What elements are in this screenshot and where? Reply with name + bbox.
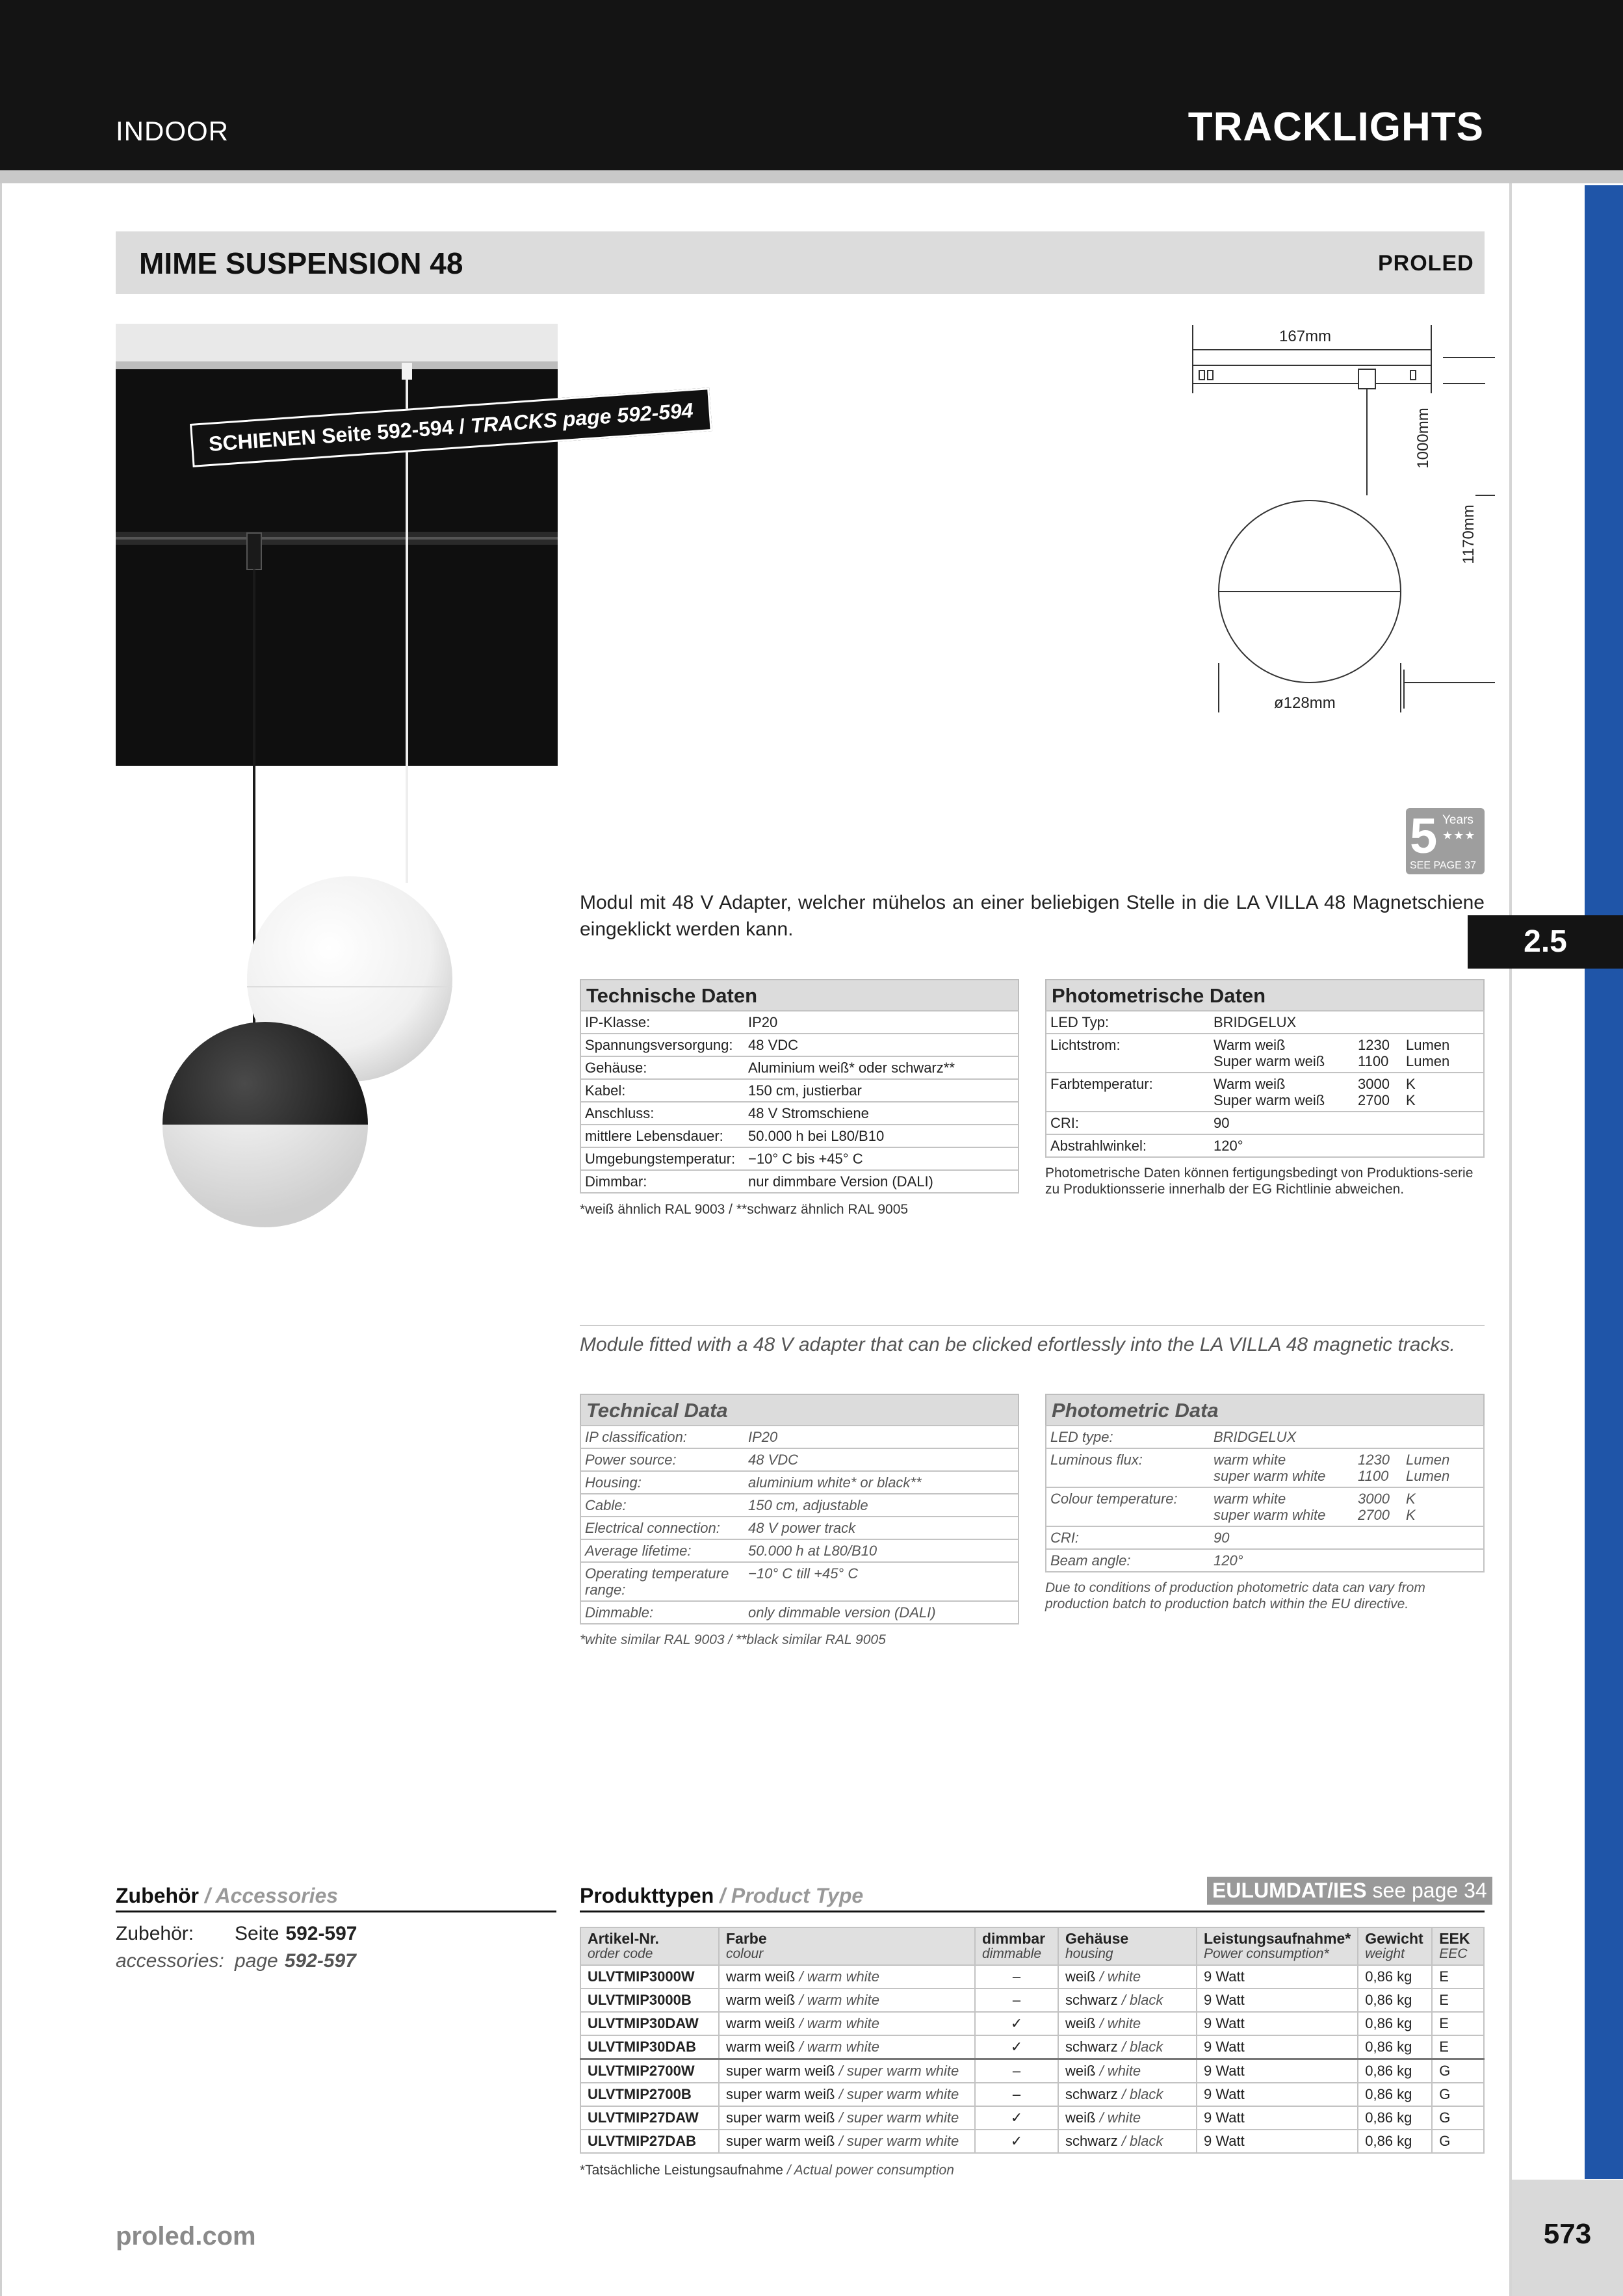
- table-row: [580, 1011, 1019, 1034]
- housing-color-note-en: *white similar RAL 9003 / **black similar RAL 9005: [580, 1632, 886, 1647]
- accessories-heading: [116, 1884, 556, 1912]
- table-row: [580, 1426, 1019, 1448]
- spec-sub-unit: Lumen: [1406, 1053, 1450, 1069]
- order-code: ULVTMIP3000W: [588, 1968, 695, 1985]
- brand-logo: PROLED: [1378, 251, 1474, 276]
- table-row: [580, 1147, 1019, 1170]
- dimension-total: 1170mm: [1460, 504, 1477, 564]
- power-note-en: / Actual power consumption: [786, 2163, 954, 2178]
- col-header-power: Leistungsaufnahme* Power consumption*: [1197, 1927, 1358, 1965]
- table-row[interactable]: ULVTMIP2700W super warm weiß / super warm white – weiß / white 9 Watt 0,86 kg G: [580, 2059, 1484, 2083]
- spec-value: 48 V power track: [744, 1517, 1019, 1539]
- table-row[interactable]: ULVTMIP3000B warm weiß / warm white – schwarz / black 9 Watt 0,86 kg E: [580, 1989, 1484, 2012]
- technical-data-table-de: [580, 979, 1019, 1194]
- spec-label: IP-Klasse:: [580, 1011, 744, 1034]
- accessories-link-de[interactable]: [116, 1923, 357, 1945]
- table-row: [580, 1056, 1019, 1079]
- accessories-page-word: Seite: [235, 1923, 279, 1944]
- description-german: Modul mit 48 V Adapter, welcher mühelos an einer beliebigen Stelle in die LA VILLA 48 Magnetschiene eingeklickt werden kann.: [580, 892, 1485, 940]
- spec-value: 90: [1210, 1526, 1484, 1549]
- spec-value: [1210, 1448, 1484, 1487]
- warranty-badge[interactable]: [1406, 808, 1485, 874]
- dimension-width: 167mm: [1279, 328, 1332, 345]
- spec-value: 50.000 h bei L80/B10: [744, 1125, 1019, 1147]
- spec-label: Operating temperature range:: [580, 1562, 744, 1601]
- spec-value: 150 cm, adjustable: [744, 1494, 1019, 1517]
- spec-label: mittlere Lebensdauer:: [580, 1125, 744, 1147]
- accessories-label: accessories:: [116, 1950, 224, 1972]
- spec-value: only dimmable version (DALI): [744, 1601, 1019, 1624]
- spec-sub-unit: Lumen: [1406, 1468, 1450, 1484]
- spec-label: Farbtemperatur:: [1046, 1073, 1210, 1112]
- tracks-banner-en: TRACKS page 592-594: [469, 398, 694, 437]
- table-header-row: [580, 1927, 1484, 1965]
- spec-value: [1210, 1073, 1484, 1112]
- footer-website-link[interactable]: proled.com: [116, 2222, 256, 2250]
- spec-value: IP20: [744, 1426, 1019, 1448]
- spec-value: 150 cm, justierbar: [744, 1079, 1019, 1102]
- spec-value: IP20: [744, 1011, 1019, 1034]
- table-row: [580, 1517, 1019, 1539]
- spec-sub-value: 2700: [1358, 1507, 1390, 1523]
- spec-sub-unit: Lumen: [1406, 1037, 1450, 1053]
- spec-value: [1210, 1034, 1484, 1073]
- spec-label: Housing:: [580, 1471, 744, 1494]
- spec-sub-value: 1230: [1358, 1037, 1390, 1053]
- spec-label: Colour temperature:: [1046, 1487, 1210, 1526]
- col-header-eek: EEK EEC: [1432, 1927, 1484, 1965]
- power-consumption-note: [580, 2162, 954, 2178]
- description-english: Module fitted with a 48 V adapter that can be clicked efortlessly into the LA VILLA 48 magnetic tracks.: [580, 1334, 1455, 1355]
- spec-sub-label: Warm weiß: [1214, 1076, 1286, 1092]
- order-code: ULVTMIP27DAB: [588, 2133, 697, 2149]
- product-types-heading-en: / Product Type: [720, 1884, 864, 1907]
- spec-sub-unit: K: [1406, 1491, 1416, 1507]
- table-row[interactable]: ULVTMIP3000W warm weiß / warm white – weiß / white 9 Watt 0,86 kg E: [580, 1965, 1484, 1989]
- photometric-note-de: Photometrische Daten können fertigungsbedingt von Produktions-serie zu Produktionsserie innerhalb der EG Richtlinie abweichen.: [1045, 1166, 1474, 1197]
- accessories-heading-en: / Accessories: [204, 1884, 339, 1907]
- table-row: [1046, 1011, 1484, 1034]
- spec-value: 48 V Stromschiene: [744, 1102, 1019, 1125]
- spec-sub-unit: K: [1406, 1092, 1416, 1108]
- table-row: [1046, 1112, 1484, 1134]
- chapter-color-bar: [1585, 185, 1623, 2179]
- table-row: [580, 1539, 1019, 1562]
- spec-value: 120°: [1210, 1134, 1484, 1157]
- dimmable-check-icon: ✓: [975, 2106, 1058, 2130]
- order-code: ULVTMIP2700W: [588, 2063, 695, 2079]
- order-code: ULVTMIP2700B: [588, 2086, 692, 2102]
- col-header-housing: Gehäuse housing: [1058, 1927, 1197, 1965]
- chapter-tab[interactable]: 2.5: [1468, 915, 1623, 969]
- dimension-drawing: [1170, 319, 1495, 735]
- spec-label: CRI:: [1046, 1526, 1210, 1549]
- spec-sub-value: 1100: [1358, 1053, 1389, 1069]
- tracks-banner-de: SCHIENEN Seite 592-594 /: [207, 414, 466, 456]
- table-row: [580, 1601, 1019, 1624]
- accessories-link-en[interactable]: [116, 1950, 356, 1972]
- table-row: [580, 1471, 1019, 1494]
- page-left-edge: [0, 183, 2, 2296]
- spec-sub-label: super warm white: [1214, 1507, 1326, 1523]
- spec-value: BRIDGELUX: [1210, 1011, 1484, 1034]
- spec-label: Kabel:: [580, 1079, 744, 1102]
- table-row: [1046, 1134, 1484, 1157]
- section-label: INDOOR: [116, 116, 229, 146]
- spec-label: Luminous flux:: [1046, 1448, 1210, 1487]
- table-row[interactable]: ULVTMIP27DAB super warm weiß / super warm white ✓ schwarz / black 9 Watt 0,86 kg G: [580, 2130, 1484, 2153]
- spec-label: Power source:: [580, 1448, 744, 1471]
- spec-sub-label: warm white: [1214, 1452, 1286, 1468]
- spec-label: Dimmable:: [580, 1601, 744, 1624]
- spec-sub-value: 3000: [1358, 1491, 1390, 1507]
- table-row: [1046, 1487, 1484, 1526]
- table-row[interactable]: ULVTMIP30DAB warm weiß / warm white ✓ schwarz / black 9 Watt 0,86 kg E: [580, 2035, 1484, 2059]
- housing-color-note-de: *weiß ähnlich RAL 9003 / **schwarz ähnlich RAL 9005: [580, 1202, 909, 1217]
- table-row: [1046, 1034, 1484, 1073]
- table-row: [580, 1170, 1019, 1193]
- table-row: [580, 1034, 1019, 1056]
- spec-sub-label: super warm white: [1214, 1468, 1326, 1484]
- technical-data-title-de: Technische Daten: [580, 979, 1019, 1010]
- spec-value: [1210, 1487, 1484, 1526]
- dimmable-mark: –: [975, 1989, 1058, 2012]
- accessories-label: Zubehör:: [116, 1923, 194, 1944]
- accessories-heading-de: Zubehör: [116, 1884, 199, 1907]
- dimmable-check-icon: ✓: [975, 2130, 1058, 2153]
- spec-label: Beam angle:: [1046, 1549, 1210, 1572]
- table-row[interactable]: ULVTMIP2700B super warm weiß / super warm white – schwarz / black 9 Watt 0,86 kg G: [580, 2083, 1484, 2106]
- table-row: [580, 1102, 1019, 1125]
- warranty-years-label: Years: [1442, 813, 1474, 827]
- product-types-table: [580, 1927, 1485, 2154]
- spec-label: Anschluss:: [580, 1102, 744, 1125]
- product-title: MIME SUSPENSION 48: [139, 246, 463, 280]
- technical-data-title-en: Technical Data: [580, 1394, 1019, 1425]
- eulumdat-link[interactable]: [1207, 1877, 1492, 1905]
- eulumdat-see-page: see page 34: [1372, 1879, 1487, 1902]
- photometric-data-title-en: Photometric Data: [1045, 1394, 1485, 1425]
- language-divider: [580, 1325, 1485, 1326]
- table-row: [580, 1562, 1019, 1601]
- spec-label: Cable:: [580, 1494, 744, 1517]
- spec-value: nur dimmbare Version (DALI): [744, 1170, 1019, 1193]
- accessories-pages: 592-597: [284, 1950, 356, 1972]
- spec-sub-unit: Lumen: [1406, 1452, 1450, 1468]
- col-header-dimmable: dimmbar dimmable: [975, 1927, 1058, 1965]
- table-row[interactable]: ULVTMIP27DAW super warm weiß / super warm white ✓ weiß / white 9 Watt 0,86 kg G: [580, 2106, 1484, 2130]
- spec-label: Umgebungstemperatur:: [580, 1147, 744, 1170]
- warranty-years-number: 5: [1410, 809, 1438, 864]
- spec-value: −10° C till +45° C: [744, 1562, 1019, 1601]
- spec-label: Average lifetime:: [580, 1539, 744, 1562]
- pendant-lamps-illustration: [116, 324, 558, 1247]
- order-code: ULVTMIP3000B: [588, 1992, 692, 2008]
- table-row: [580, 1125, 1019, 1147]
- order-code: ULVTMIP30DAB: [588, 2039, 697, 2055]
- photometric-data-title-de: Photometrische Daten: [1045, 979, 1485, 1010]
- table-row: [580, 1079, 1019, 1102]
- table-row: [1046, 1526, 1484, 1549]
- category-title: TRACKLIGHTS: [1188, 105, 1484, 150]
- spec-label: LED type:: [1046, 1426, 1210, 1448]
- col-header-weight: Gewicht weight: [1358, 1927, 1432, 1965]
- order-code: ULVTMIP27DAW: [588, 2109, 699, 2126]
- table-row: [1046, 1073, 1484, 1112]
- spec-label: IP classification:: [580, 1426, 744, 1448]
- table-row: [1046, 1426, 1484, 1448]
- spec-label: Electrical connection:: [580, 1517, 744, 1539]
- spec-sub-value: 1230: [1358, 1452, 1390, 1468]
- spec-value: 48 VDC: [744, 1448, 1019, 1471]
- table-row: [580, 1494, 1019, 1517]
- spec-sub-value: 2700: [1358, 1092, 1390, 1108]
- dimmable-check-icon: ✓: [975, 2035, 1058, 2059]
- table-row: [1046, 1549, 1484, 1572]
- spec-label: Abstrahlwinkel:: [1046, 1134, 1210, 1157]
- spec-value: 48 VDC: [744, 1034, 1019, 1056]
- warranty-see-page: SEE PAGE 37: [1410, 860, 1476, 871]
- photometric-note-en: Due to conditions of production photometric data can vary from production batch to production batch within the EU directive.: [1045, 1580, 1425, 1611]
- photometric-data-table-en: [1045, 1394, 1485, 1572]
- accessories-page-word: page: [235, 1950, 278, 1972]
- spec-value: −10° C bis +45° C: [744, 1147, 1019, 1170]
- dimmable-mark: –: [975, 2083, 1058, 2106]
- spec-sub-value: 1100: [1358, 1468, 1389, 1484]
- col-header-order-code: Artikel-Nr. order code: [580, 1927, 719, 1965]
- spec-value: aluminium white* or black**: [744, 1471, 1019, 1494]
- spec-value: Aluminium weiß* oder schwarz**: [744, 1056, 1019, 1079]
- table-row: [580, 1448, 1019, 1471]
- dimmable-mark: –: [975, 2059, 1058, 2083]
- technical-data-table-en: [580, 1394, 1019, 1624]
- page-number: 573: [1543, 2218, 1592, 2250]
- accessories-pages: 592-597: [285, 1923, 357, 1944]
- table-row: [1046, 1448, 1484, 1487]
- spec-value: 50.000 h at L80/B10: [744, 1539, 1019, 1562]
- spec-label: Spannungsversorgung:: [580, 1034, 744, 1056]
- spec-value: 120°: [1210, 1549, 1484, 1572]
- order-code: ULVTMIP30DAW: [588, 2015, 699, 2031]
- spec-sub-label: Super warm weiß: [1214, 1092, 1325, 1108]
- dimension-diameter: ø128mm: [1274, 694, 1336, 712]
- spec-label: LED Typ:: [1046, 1011, 1210, 1034]
- warranty-stars-icon: ★★★: [1442, 829, 1476, 842]
- spec-value: 90: [1210, 1112, 1484, 1134]
- eulumdat-label: EULUMDAT/IES: [1212, 1879, 1367, 1902]
- spec-sub-unit: K: [1406, 1076, 1416, 1092]
- spec-value: BRIDGELUX: [1210, 1426, 1484, 1448]
- spec-sub-label: warm white: [1214, 1491, 1286, 1507]
- spec-sub-label: Warm weiß: [1214, 1037, 1286, 1053]
- col-header-colour: Farbe colour: [719, 1927, 975, 1965]
- product-types-heading-de: Produkttypen: [580, 1884, 714, 1907]
- spec-label: CRI:: [1046, 1112, 1210, 1134]
- spec-sub-label: Super warm weiß: [1214, 1053, 1325, 1069]
- spec-label: Lichtstrom:: [1046, 1034, 1210, 1073]
- spec-label: Dimmbar:: [580, 1170, 744, 1193]
- spec-sub-value: 3000: [1358, 1076, 1390, 1092]
- spec-sub-unit: K: [1406, 1507, 1416, 1523]
- dimension-drop: 1000mm: [1414, 408, 1432, 469]
- table-row[interactable]: ULVTMIP30DAW warm weiß / warm white ✓ weiß / white 9 Watt 0,86 kg E: [580, 2012, 1484, 2035]
- dimmable-check-icon: ✓: [975, 2012, 1058, 2035]
- photometric-data-table-de: [1045, 979, 1485, 1158]
- power-note-de: *Tatsächliche Leistungsaufnahme: [580, 2163, 783, 2178]
- spec-label: Gehäuse:: [580, 1056, 744, 1079]
- dimmable-mark: –: [975, 1965, 1058, 1989]
